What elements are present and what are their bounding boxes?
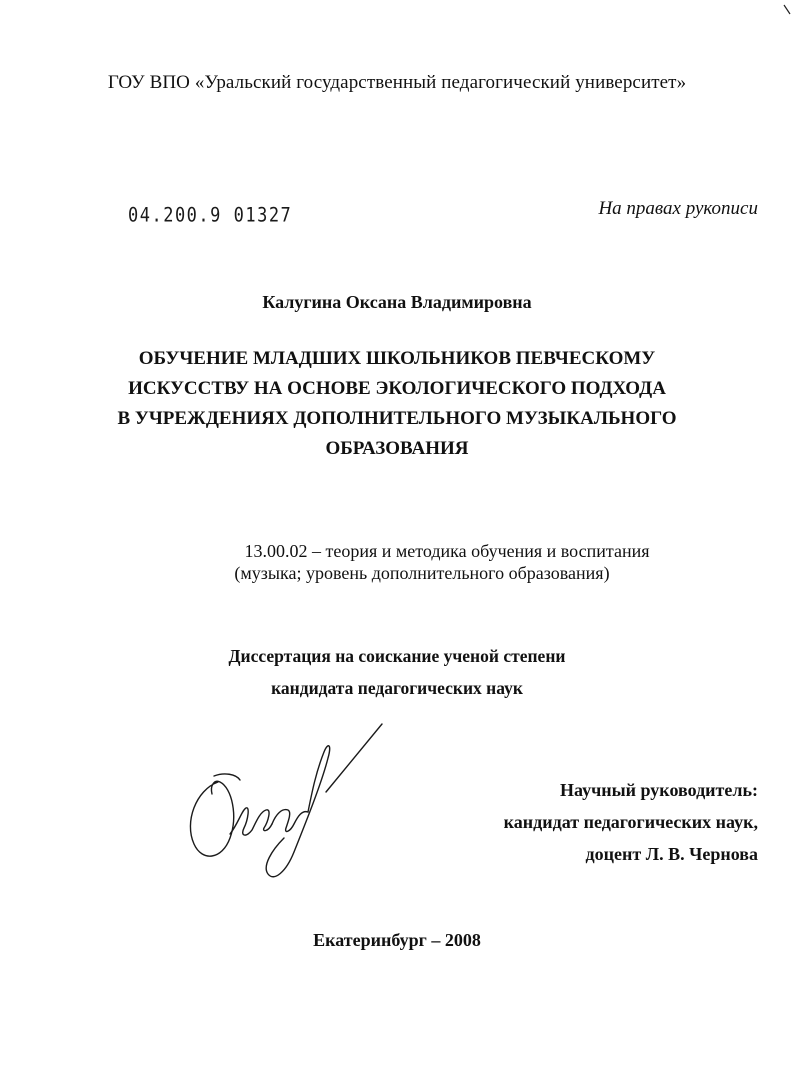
city-and-year: Екатеринбург – 2008 — [313, 930, 481, 950]
specialty-line: 13.00.02 – теория и методика обучения и воспитания — [244, 541, 650, 561]
title-line: ИСКУССТВУ НА ОСНОВЕ ЭКОЛОГИЧЕСКОГО ПОДХОДА — [128, 378, 666, 399]
specialty-code — [0, 540, 794, 584]
dissertation-title — [0, 344, 794, 464]
institution-name: ГОУ ВПО «Уральский государственный педагогический университет» — [107, 72, 687, 93]
degree-line: кандидата педагогических наук — [271, 678, 523, 698]
degree-line: Диссертация на соискание ученой степени — [228, 646, 566, 666]
handwritten-signature — [176, 712, 396, 902]
title-line: В УЧРЕЖДЕНИЯХ ДОПОЛНИТЕЛЬНОГО МУЗЫКАЛЬНОГО — [117, 408, 677, 429]
degree-statement — [0, 640, 794, 704]
supervisor-line: Научный руководитель: — [560, 780, 758, 800]
title-line: ОБУЧЕНИЕ МЛАДШИХ ШКОЛЬНИКОВ ПЕВЧЕСКОМУ — [138, 348, 656, 369]
author-name: Калугина Оксана Владимировна — [262, 292, 532, 312]
specialty-line: (музыка; уровень дополнительного образования) — [234, 563, 610, 583]
supervisor-line: доцент Л. В. Чернова — [585, 844, 758, 864]
title-line: ОБРАЗОВАНИЯ — [325, 438, 469, 459]
scan-mark — [782, 4, 792, 16]
scientific-supervisor — [504, 774, 758, 870]
manuscript-rights-note: На правах рукописи — [598, 198, 758, 219]
supervisor-line: кандидат педагогических наук, — [503, 812, 758, 832]
registry-number-stamp: 04.200.9 01327 — [128, 204, 293, 227]
